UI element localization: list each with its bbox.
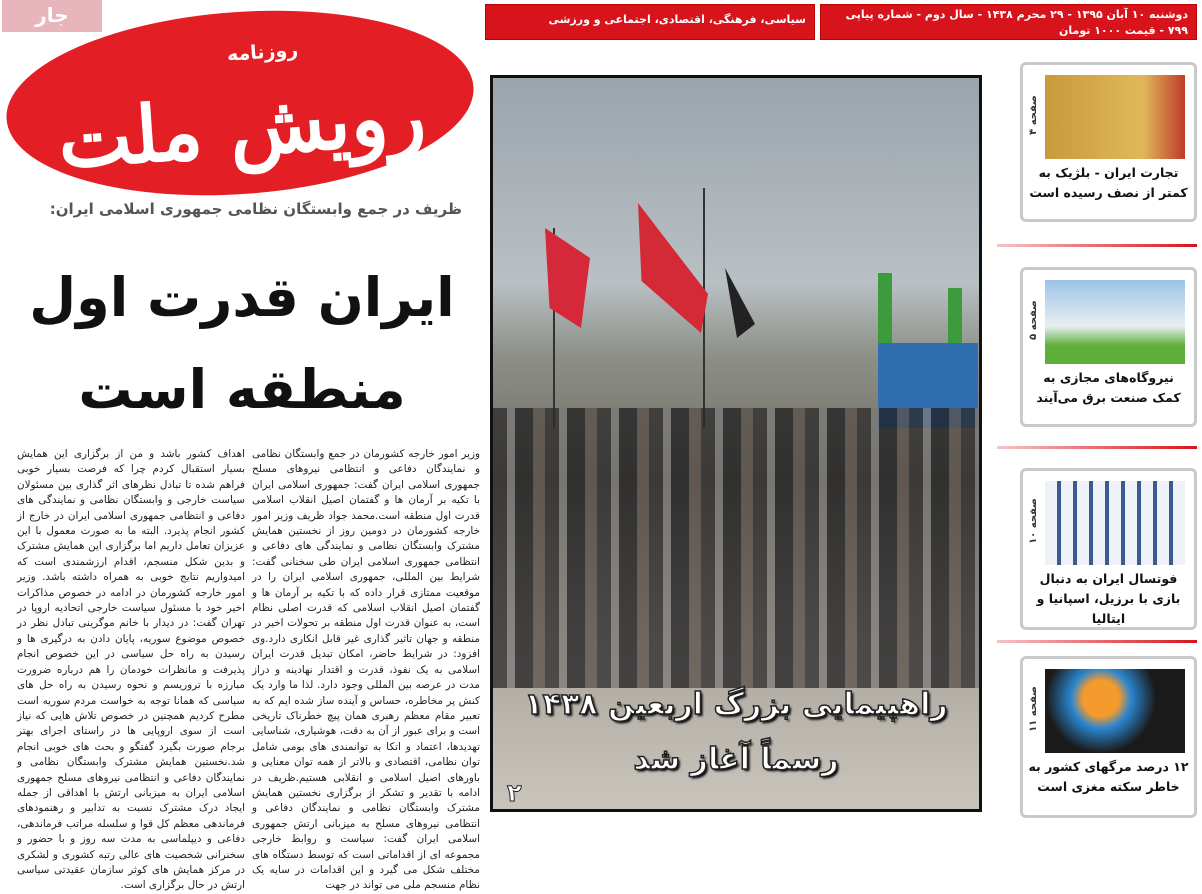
sidebar-page-label: صفحه ۱۱ <box>1028 686 1039 732</box>
divider <box>997 244 1197 247</box>
sidebar-title: ۱۲ درصد مرگهای کشور به خاطر سکته مغزی است <box>1028 759 1189 794</box>
watermark: جار <box>2 0 102 32</box>
green-flag <box>878 273 892 343</box>
photo-caption-2: رسماً آغاز شد <box>633 742 839 777</box>
lead-headline-2[interactable]: منطقه است <box>78 358 406 421</box>
sidebar-item[interactable] <box>1020 656 1197 818</box>
divider <box>997 640 1197 643</box>
sidebar-item[interactable] <box>1020 62 1197 222</box>
sidebar-page-label: صفحه ۴ <box>1028 95 1039 135</box>
sections-bar: سیاسی، فرهنگی، اقتصادی، اجتماعی و ورزشی <box>485 4 815 40</box>
sidebar-page-label: صفحه ۱۰ <box>1028 498 1039 544</box>
sidebar-page-label: صفحه ۵ <box>1028 300 1039 340</box>
photo-caption-1: راهپیمایی بزرگ اربعین ۱۴۳۸ <box>524 687 948 722</box>
sidebar-title: نیروگاه‌های مجازی به کمک صنعت برق می‌آیند <box>1036 370 1181 405</box>
article-column-right: وزیر امور خارجه کشورمان در جمع وابستگان نظامی و نمایندگان دفاعی و انتظامی نیروهای مسلح جمهوری اسلامی ایران گفت: جمهوری اسلامی ایران با تکیه بر آرمان ها و گفتمان اصیل انقلاب اسلامی قدرت اول منطقه است.محمد جواد ظریف وزیر امور خارجه کشورمان در دومین روز از نخستین همایش مشترک وابستگان نظامی و نمایندگی های دفاعی و انتظامی جمهوری اسلامی ایران طی سخنانی گفت: شرایط بین المللی، جمهوری اسلامی ایران را در موقعیت ممتازی قرار داده که با تکیه بر آرمان ها و گفتمان اصیل انقلاب اسلامی که قدرت اصلی نظام است، به عنوان قدرت اول منطقه بر تحولات اخیر در منطقه و جهان تاثیر گذاری غیر قابل انکاری دارد.وی افزود: در شرایط حاضر، امکان تبدیل قدرت ایران اسلامی به یک نفوذ، قدرت و اقتدار نهادینه و دراز مدت در عرصه بین المللی وجود دارد. لذا ما وارد یک کنش پر مخاطره، حساس و آینده ساز شده ایم که به تعبیر مقام معظم رهبری همان پیچ خطرناک تاریخی است و برای عبور از آن به دقت، هوشیاری، شناسایی تهدیدها، اعتماد و اتکا به توانمندی های بومی شامل توان نظامی، اقتصادی و بالاتر از همه توان معنایی و باورهای اصیل اسلامی و انقلابی هستیم.ظریف در ادامه با تقدیر و تشکر از برگزاری نخستین همایش مشترک وابستگان نظامی و نمایندگان دفاعی و انتظامی نیروهای مسلح به میزبانی ارتش جمهوری اسلامی ایران گفت: سیاست و روابط خارجی مجموعه ای از اقداماتی است که توسط دستگاه های مختلف شکل می گیرد و این اقدامات در سایه یک نظام منسجم ملی می تواند در جهت <box>252 448 480 892</box>
masthead-small: روزنامه <box>226 38 299 66</box>
photo-page-number: ۲ <box>507 779 522 807</box>
issue-info-bar: دوشنبه ۱۰ آبان ۱۳۹۵ - ۲۹ محرم ۱۴۳۸ - سال دوم - شماره پیاپی ۷۹۹ - قیمت ۱۰۰۰ تومان <box>820 4 1197 40</box>
lead-kicker: ظریف در جمع وابستگان نظامی جمهوری اسلامی ایران: <box>49 200 462 218</box>
lead-headline-1[interactable]: ایران قدرت اول <box>29 266 455 329</box>
crowd <box>493 408 979 688</box>
sidebar-photo <box>1045 669 1185 753</box>
red-flag <box>638 203 708 333</box>
black-flag <box>725 268 755 338</box>
sidebar-item[interactable] <box>1020 267 1197 427</box>
masthead-name: رویش ملت <box>55 70 429 187</box>
sidebar-photo <box>1045 75 1185 159</box>
red-flag <box>545 228 590 328</box>
article-column-left: اهداف کشور باشد و من از برگزاری این همایش بسیار استقبال کردم چرا که فرصت بسیار خوبی فراهم شده تا تبادل نظرهای اثر گذاری بین مسئولان سیاست خارجی و وابستگان نظامی و نمایندگی های دفاعی و انتظامی جمهوری اسلامی ایران در خارج از کشور انجام پذیرد. البته ما به صورت معمول با این عزیزان تعامل داریم اما برگزاری این همایش مشترک و بدین شکل منسجم، اقدام ارزشمندی است که امیدواریم نتایج خوبی به همراه داشته باشد. وزیر امور خارجه کشورمان در ادامه در خصوص مذاکرات اخیر خود با مسئول سیاست خارجی اتحادیه اروپا در تهران گفت: در دیدار با خانم موگرینی تبادل نظر در خصوص موضوع سوریه، پایان دادن به درگیری ها و رسیدن به راه حل سیاسی در این خصوص انجام پذیرفت و مانظرات خودمان را هم درباره ضرورت مبارزه با تروریسم و نحوه رسیدن به راه حل های سیاسی که همانا توجه به خواست مردم سوریه است مطرح کردیم همچنین در خصوص تلاش هایی که نیاز است از سوی اروپایی ها در راستای اجرای بهتر برجام صورت بگیرد گفتگو و بحث های خوبی انجام شد.نخستین همایش مشترک وابستگان نظامی و نمایندگان دفاعی و انتظامی نیروهای مسلح جمهوری اسلامی ایران به میزبانی ارتش با اهداقی از جمله ایجاد درک مشترک نسبت به تدابیر و رهنمودهای فرماندهی معظم کل قوا و سلسله مراتب فرماندهی، دفاعی و دیپلماسی به مدت سه روز و با حضور و سخنرانی شخصیت های عالی رتبه کشوری و لشکری در مرکز همایش های کوثر سازمان عقیدتی سیاسی ارتش در حال برگزاری است. <box>17 448 245 892</box>
sidebar-item[interactable] <box>1020 468 1197 630</box>
sidebar-title: فوتسال ایران به دنبال بازی با برزیل، اسپانیا و ایتالیا <box>1036 571 1181 626</box>
green-flag <box>948 288 962 348</box>
sidebar-photo <box>1045 280 1185 364</box>
sidebar-photo <box>1045 481 1185 565</box>
sidebar-title: تجارت ایران - بلژیک به کمتر از نصف رسیده است <box>1029 165 1188 200</box>
main-photo[interactable] <box>490 75 982 812</box>
divider <box>997 446 1197 449</box>
